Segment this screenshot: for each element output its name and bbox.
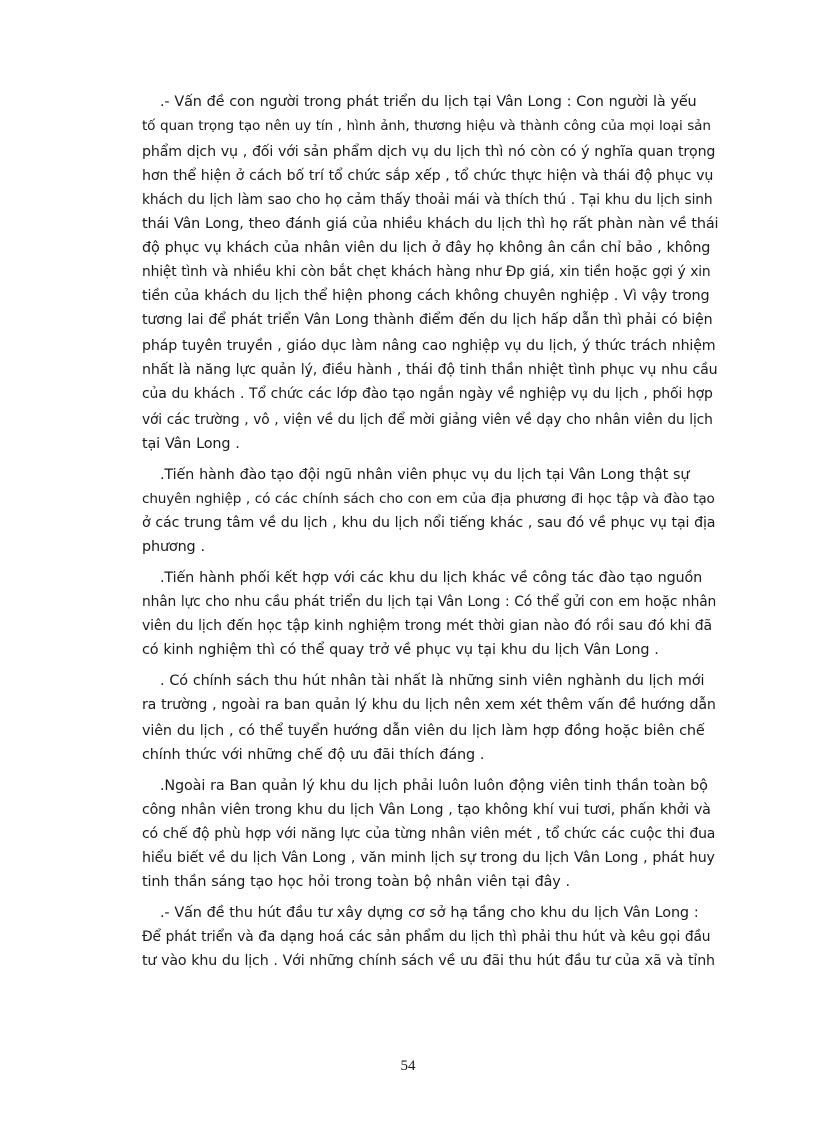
- page-number: 54: [400, 1058, 416, 1074]
- text-line: .- Vấn đề thu hút đầu tư xây dựng cơ sở hạ tầng cho khu du lịch Vân Long :: [160, 905, 699, 921]
- document-body: [142, 90, 718, 973]
- text-line: nhiệt tình và nhiều khi còn bắt chẹt khách hàng như Đp giá, xin tiền hoặc gợi ý xin: [142, 264, 711, 280]
- text-line: hơn thể hiện ở cách bố trí tổ chức sắp xếp , tổ chức thực hiện và thái độ phục vụ: [142, 168, 714, 184]
- text-line: có kinh nghiệm thì có thể quay trở về phục vụ tại khu du lịch Vân Long .: [142, 642, 659, 658]
- text-line: nhất là năng lực quản lý, điều hành , thái độ tinh thần nhiệt tình phục vụ nhu cầu: [142, 362, 718, 378]
- text-line: phẩm dịch vụ , đối với sản phẩm dịch vụ du lịch thì nó còn có ý nghĩa quan trọng: [142, 144, 716, 160]
- text-line: viên du lịch đến học tập kinh nghiệm trong mét thời gian nào đó rồi sau đó khi đã: [142, 618, 712, 634]
- text-line: ra trường , ngoài ra ban quản lý khu du lịch nên xem xét thêm vấn đề hướng dẫn: [142, 697, 716, 713]
- paragraph-staff-motivation: [142, 774, 718, 894]
- text-line: tư vào khu du lịch . Với những chính sách về ưu đãi thu hút đầu tư của xã và tỉnh: [142, 953, 715, 969]
- text-line: của du khách . Tổ chức các lớp đào tạo ngắn ngày về nghiệp vụ du lịch , phối hợp: [142, 386, 713, 402]
- paragraph-investment: [142, 901, 718, 973]
- text-line: thái Vân Long, theo đánh giá của nhiều khách du lịch thì họ rất phàn nàn về thái: [142, 216, 719, 232]
- text-line: với các trường , vô , viện về du lịch để mời giảng viên về dạy cho nhân viên du lịch: [142, 412, 713, 428]
- text-line: .Tiến hành đào tạo đội ngũ nhân viên phục vụ du lịch tại Vân Long thật sự: [160, 467, 690, 483]
- text-line: pháp tuyên truyền , giáo dục làm nâng cao nghiệp vụ du lịch, ý thức trách nhiệm: [142, 338, 716, 354]
- text-line: Để phát triển và đa dạng hoá các sản phẩm du lịch thì phải thu hút và kêu gọi đầu: [142, 929, 711, 945]
- text-line: tương lai để phát triển Vân Long thành điểm đến du lịch hấp dẫn thì phải có biện: [142, 312, 713, 328]
- text-line: nhân lực cho nhu cầu phát triển du lịch tại Vân Long : Có thể gửi con em hoặc nhân: [142, 594, 717, 610]
- text-line: tố quan trọng tạo nên uy tín , hình ảnh, thương hiệu và thành công của mọi loại sản: [142, 118, 711, 134]
- text-line: độ phục vụ khách của nhân viên du lịch ở đây họ không ân cần chỉ bảo , không: [142, 240, 711, 256]
- text-line: .- Vấn đề con người trong phát triển du lịch tại Vân Long : Con người là yếu: [160, 94, 697, 110]
- text-line: tiền của khách du lịch thể hiện phong cách không chuyên nghiệp . Vì vậy trong: [142, 288, 710, 304]
- text-line: viên du lịch , có thể tuyển hướng dẫn viên du lịch làm hợp đồng hoặc biên chế: [142, 723, 705, 739]
- text-line: . Có chính sách thu hút nhân tài nhất là những sinh viên nghành du lịch mới: [160, 673, 705, 689]
- text-line: chuyên nghiệp , có các chính sách cho con em của địa phương đi học tập và đào tạo: [142, 491, 715, 507]
- paragraph-staff-training: [142, 463, 718, 559]
- text-line: tại Vân Long .: [142, 436, 240, 452]
- paragraph-human-factor: [142, 90, 718, 456]
- text-line: chính thức với những chế độ ưu đãi thích đáng .: [142, 747, 485, 763]
- text-line: hiểu biết về du lịch Vân Long , văn minh lịch sự trong du lịch Vân Long , phát huy: [142, 850, 715, 866]
- text-line: khách du lịch làm sao cho họ cảm thấy thoải mái và thích thú . Tại khu du lịch sinh: [142, 192, 713, 208]
- text-line: tinh thần sáng tạo học hỏi trong toàn bộ nhân viên tại đây .: [142, 874, 570, 890]
- text-line: phương .: [142, 539, 205, 555]
- text-line: công nhân viên trong khu du lịch Vân Long , tạo không khí vui tươi, phấn khởi và: [142, 802, 711, 818]
- text-line: có chế độ phù hợp với năng lực của từng nhân viên mét , tổ chức các cuộc thi đua: [142, 826, 716, 842]
- text-line: .Ngoài ra Ban quản lý khu du lịch phải luôn luôn động viên tinh thần toàn bộ: [160, 778, 708, 794]
- text-line: .Tiến hành phối kết hợp với các khu du lịch khác về công tác đào tạo nguồn: [160, 570, 703, 586]
- text-line: ở các trung tâm về du lịch , khu du lịch nổi tiếng khác , sau đó về phục vụ tại địa: [142, 515, 716, 531]
- paragraph-cooperation: [142, 566, 718, 662]
- paragraph-talent-policy: [142, 669, 718, 767]
